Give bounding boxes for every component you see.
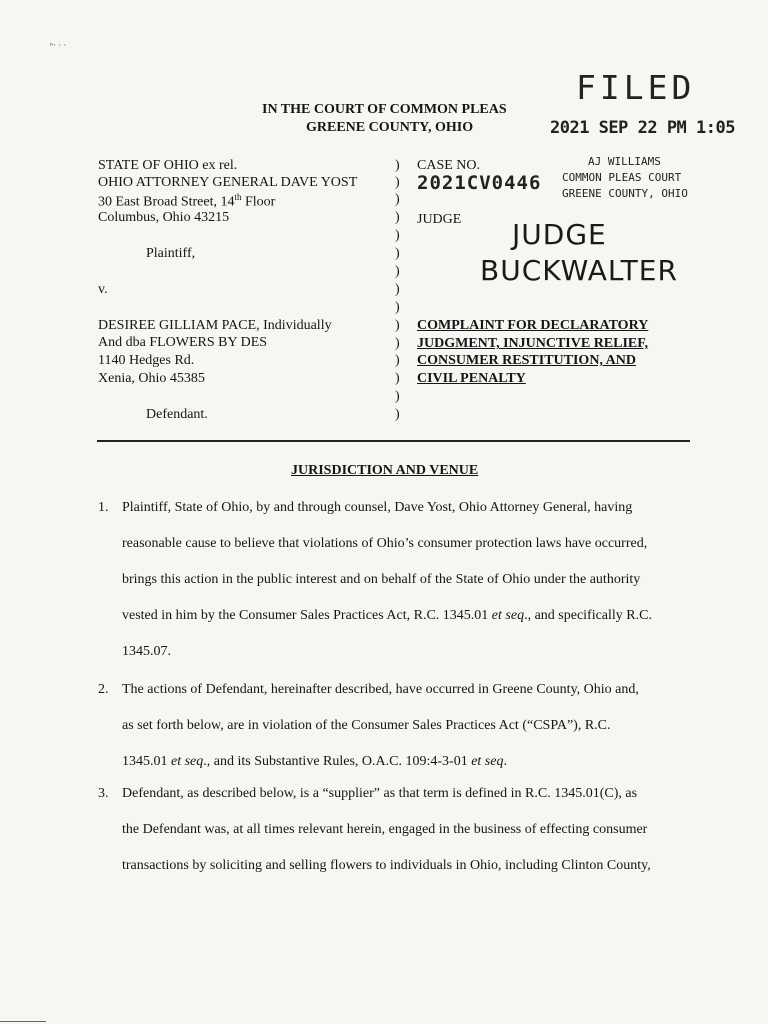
caption-paren: ): [395, 300, 400, 315]
paragraph-line: The actions of Defendant, hereinafter described, have occurred in Greene County, Ohio and,: [122, 682, 639, 697]
paragraph-number: 3.: [98, 786, 109, 801]
caption-paren: ): [395, 282, 400, 297]
caption-paren: ): [395, 158, 400, 173]
caption-paren: ): [395, 353, 400, 368]
plaintiff-address-street: 30 East Broad Street, 14th Floor: [98, 192, 276, 210]
defendant-address-street: 1140 Hedges Rd.: [98, 353, 195, 368]
paragraph-line: brings this action in the public interest and on behalf of the State of Ohio under the authority: [122, 572, 641, 587]
defendant-line-2: And dba FLOWERS BY DES: [98, 335, 268, 350]
complaint-title-line-2: JUDGMENT, INJUNCTIVE RELIEF,: [417, 336, 649, 351]
plaintiff-role: Plaintiff,: [146, 246, 196, 261]
caption-paren: ): [395, 407, 400, 422]
plaintiff-address-city: Columbus, Ohio 43215: [98, 210, 230, 225]
caption-paren: ): [395, 336, 400, 351]
defendant-role: Defendant.: [146, 407, 208, 422]
caption-paren: ): [395, 264, 400, 279]
filed-datetime-stamp: 2021 SEP 22 PM 1:05: [550, 118, 735, 138]
paragraph-line: 1345.01 et seq., and its Substantive Rules, O.A.C. 109:4-3-01 et seq.: [122, 754, 507, 769]
filed-stamp: FILED: [576, 68, 696, 107]
paragraph-line: reasonable cause to believe that violations of Ohio’s consumer protection laws have occurred,: [122, 536, 648, 551]
paragraph-line: the Defendant was, at all times relevant herein, engaged in the business of effecting consumer: [122, 822, 648, 837]
caption-paren: ): [395, 228, 400, 243]
plaintiff-line-2: OHIO ATTORNEY GENERAL DAVE YOST: [98, 175, 358, 190]
paragraph-line: 1345.07.: [122, 644, 171, 659]
paragraph-line: Defendant, as described below, is a “supplier” as that term is defined in R.C. 1345.01(C), as: [122, 786, 638, 801]
defendant-line-1: DESIREE GILLIAM PACE, Individually: [98, 318, 332, 333]
complaint-title-line-1: COMPLAINT FOR DECLARATORY: [417, 318, 649, 333]
complaint-title-line-3: CONSUMER RESTITUTION, AND: [417, 353, 636, 368]
judge-stamp-line-2: BUCKWALTER: [480, 254, 678, 287]
caption-paren: ): [395, 192, 400, 207]
paragraph-number: 2.: [98, 682, 109, 697]
judge-label: JUDGE: [417, 212, 462, 227]
caption-paren: ): [395, 175, 400, 190]
clerk-name-stamp: AJ WILLIAMS: [588, 155, 661, 168]
case-number: 2021CV0446: [417, 172, 542, 194]
court-county: GREENE COUNTY, OHIO: [306, 120, 474, 135]
paragraph-number: 1.: [98, 500, 109, 515]
caption-divider: [97, 440, 690, 442]
clerk-county-stamp: GREENE COUNTY, OHIO: [562, 187, 688, 200]
plaintiff-line-1: STATE OF OHIO ex rel.: [98, 158, 238, 173]
caption-paren: ): [395, 318, 400, 333]
case-number-label: CASE NO.: [417, 158, 481, 173]
section-heading: JURISDICTION AND VENUE: [291, 463, 479, 478]
court-name: IN THE COURT OF COMMON PLEAS: [262, 102, 507, 117]
paragraph-line: Plaintiff, State of Ohio, by and through counsel, Dave Yost, Ohio Attorney General, having: [122, 500, 633, 515]
versus: v.: [98, 282, 108, 297]
scan-marks: ⁿ· · ·: [50, 40, 67, 50]
caption-paren: ): [395, 371, 400, 386]
paragraph-line: transactions by soliciting and selling flowers to individuals in Ohio, including Clinton County,: [122, 858, 651, 873]
paragraph-line: vested in him by the Consumer Sales Practices Act, R.C. 1345.01 et seq., and specifically R.C.: [122, 608, 652, 623]
caption-paren: ): [395, 389, 400, 404]
scan-artifact-line: [0, 1021, 46, 1022]
clerk-office-stamp: COMMON PLEAS COURT: [562, 171, 682, 184]
caption-paren: ): [395, 210, 400, 225]
defendant-address-city: Xenia, Ohio 45385: [98, 371, 205, 386]
paragraph-line: as set forth below, are in violation of the Consumer Sales Practices Act (“CSPA”), R.C.: [122, 718, 611, 733]
complaint-title-line-4: CIVIL PENALTY: [417, 371, 526, 386]
caption-paren: ): [395, 246, 400, 261]
judge-stamp-line-1: JUDGE: [512, 218, 607, 251]
